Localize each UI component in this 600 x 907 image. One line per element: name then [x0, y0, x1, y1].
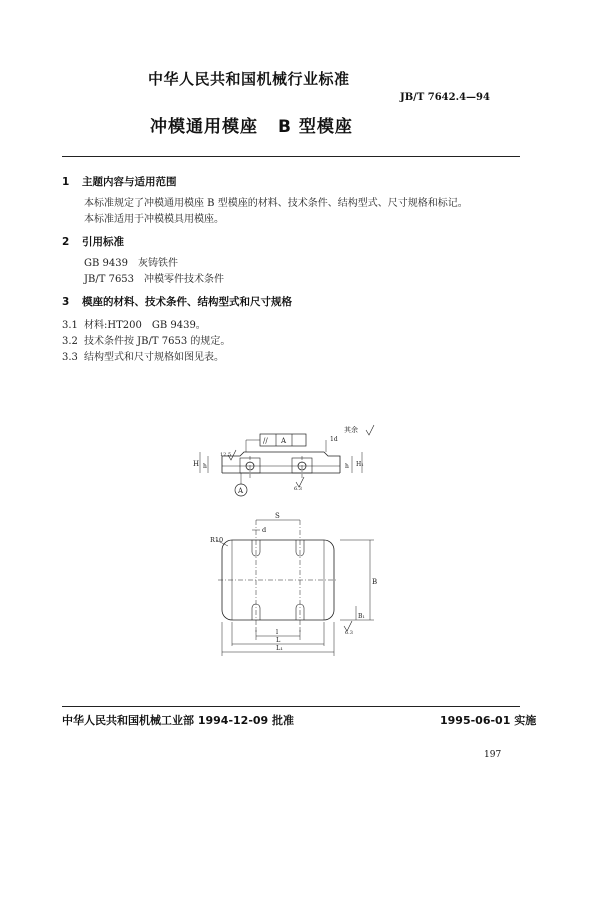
section-1-paragraph-1: 本标准规定了冲模通用模座 B 型模座的材料、技术条件、结构型式、尺寸规格和标记。 [84, 198, 468, 209]
label-tol-datum: A [281, 437, 287, 445]
standard-code: JB/T 7642.4—94 [400, 92, 490, 103]
label-l: l [276, 628, 279, 636]
label-roughness-side: 6.3 [345, 630, 353, 636]
label-H1: H₁ [356, 461, 364, 468]
section-3-number: 3 [62, 296, 70, 308]
roughness-mark-remaining [366, 425, 374, 435]
section-2-title: 引用标准 [82, 236, 124, 248]
clause-3-1-text: 材料:HT200 GB 9439。 [84, 320, 206, 331]
footer-effective: 1995-06-01 实施 [440, 714, 537, 727]
reference-standard-2: JB/T 7653 冲模零件技术条件 [84, 274, 225, 285]
label-L1: L₁ [276, 644, 283, 652]
label-S: S [275, 512, 280, 520]
label-datum-A: A [238, 487, 244, 495]
label-B: B [372, 578, 378, 586]
label-radius: R10 [210, 536, 224, 544]
page-number: 197 [484, 750, 502, 760]
clause-3-1-number: 3.1 [62, 320, 78, 331]
title-part-1: 冲模通用模座 [150, 117, 258, 137]
clause-3-3-text: 结构型式和尺寸规格如图见表。 [84, 352, 224, 363]
label-H: H [193, 460, 200, 468]
label-roughness-top: 12.5 [220, 452, 232, 458]
footer-rule [62, 706, 520, 707]
section-1-number: 1 [62, 176, 70, 188]
drawing-label-group [193, 425, 377, 652]
front-view [200, 425, 374, 496]
clause-3-2-text: 技术条件按 JB/T 7653 的规定。 [84, 336, 231, 347]
clause-3-2-number: 3.2 [62, 336, 78, 347]
section-1-paragraph-2: 本标准适用于冲模模具用模座。 [84, 214, 224, 225]
label-h-right: h [345, 463, 349, 470]
label-B1: B₁ [358, 613, 365, 620]
label-id: 1d [330, 436, 338, 443]
label-remaining: 其余 [344, 426, 358, 434]
section-2-number: 2 [62, 236, 70, 248]
front-body-outline [222, 452, 340, 466]
reference-standard-1: GB 9439 灰铸铁件 [84, 258, 178, 269]
label-d: d [262, 526, 267, 534]
label-tol-symbol: // [263, 437, 268, 445]
section-3-title: 模座的材料、技术条件、结构型式和尺寸规格 [82, 296, 292, 308]
footer-issuer: 中华人民共和国机械工业部 1994-12-09 批准 [62, 714, 295, 727]
section-1-title: 主题内容与适用范围 [82, 176, 177, 188]
label-h: h [203, 463, 207, 470]
label-L: L [276, 636, 281, 644]
title-part-2: B 型模座 [278, 117, 353, 137]
clause-3-3-number: 3.3 [62, 352, 78, 363]
standard-organization: 中华人民共和国机械行业标准 [148, 70, 350, 88]
label-roughness-mid: 6.3 [294, 486, 302, 492]
